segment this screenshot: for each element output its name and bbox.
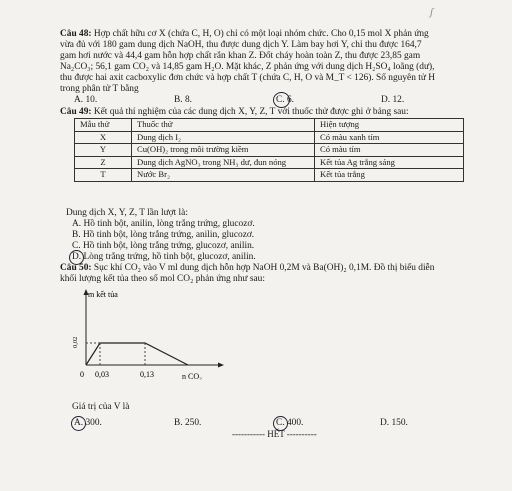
table-cell: Cu(OH)₂ trong môi trường kiềm (132, 144, 315, 157)
q49-option-a[interactable]: A. Hồ tinh bột, anilin, lòng trắng trứng, glucozơ. (72, 219, 255, 229)
precipitate-graph (70, 285, 230, 380)
q49-table (74, 118, 464, 182)
q48-line-4: Na₂CO₃; 56,1 gam CO₂ và 14,85 gam H₂O. Mặt khác, Z phản ứng với dung dịch H₂SO₄ loãng (dư), (60, 62, 435, 72)
q48-option-c[interactable]: C. 6. (276, 95, 294, 105)
table-row (75, 169, 464, 182)
x-axis-arrow (218, 363, 224, 368)
table-cell: T (75, 169, 132, 182)
q48-option-d[interactable]: D. 12. (381, 95, 405, 105)
x-tick-label: 0,03 (95, 370, 109, 379)
table-header-row (75, 119, 464, 132)
x-tick-label: 0,13 (140, 370, 154, 379)
q48-line-2: vừa đủ với 180 gam dung dịch NaOH, thu được dung dịch Y. Làm bay hơi Y, chỉ thu được 164,7 (60, 40, 422, 50)
precipitate-curve (86, 343, 188, 365)
table-row (75, 156, 464, 169)
end-marker: ----------- HẾT ---------- (232, 429, 317, 439)
q50-option-d[interactable]: D. 150. (380, 418, 408, 428)
x-axis-label: n CO₂ (182, 372, 202, 380)
q50-option-c[interactable]: C. 400. (276, 418, 304, 428)
q48-line-3: gam hơi nước và 44,4 gam hỗn hợp chất rắn khan Z. Đốt cháy hoàn toàn Z, thu được 23,85 gam (60, 51, 421, 61)
table-cell: X (75, 131, 132, 144)
y-axis-label: m kết tủa (88, 290, 118, 299)
table-header-sample: Mẫu thử (75, 119, 132, 132)
q50-line-1: Câu 50: Sục khí CO₂ vào V ml dung dịch hỗn hợp NaOH 0,2M và Ba(OH)₂ 0,1M. Đồ thị biểu diễn (60, 263, 435, 273)
origin-label: 0 (80, 370, 84, 379)
table-cell: Kết tủa Ag trắng sáng (315, 156, 464, 169)
table-cell: Có màu xanh tím (315, 131, 464, 144)
q48-line-5: thu được hai axit cacboxylic đơn chức và hợp chất T (chứa C, H, O và M_T < 126). Số nguyên tử H (60, 73, 436, 83)
table-cell: Nước Br₂ (132, 169, 315, 182)
q50-line-2: khối lượng kết tủa theo số mol CO₂ phản ứng như sau: (60, 274, 265, 284)
q50-option-b[interactable]: B. 250. (174, 418, 202, 428)
table-row (75, 131, 464, 144)
table-row (75, 144, 464, 157)
q49-intro: Câu 49: Kết quả thí nghiệm của các dung dịch X, Y, Z, T với thuốc thử được ghi ở bảng sau: (60, 107, 409, 117)
q48-option-b[interactable]: B. 8. (174, 95, 192, 105)
table-cell: Có màu tím (315, 144, 464, 157)
table-header-phenomenon: Hiện tượng (315, 119, 464, 132)
table-cell: Kết tủa trắng (315, 169, 464, 182)
table-header-reagent: Thuốc thử (132, 119, 315, 132)
q48-label: Câu 48: (60, 29, 92, 39)
q49-option-b[interactable]: B. Hồ tinh bột, lòng trắng trứng, anilin, glucozơ. (72, 230, 255, 240)
q48-option-a[interactable]: A. 10. (74, 95, 98, 105)
answer-circle (273, 92, 290, 108)
q48-line-6: trong phân tử T bằng (60, 84, 139, 94)
pen-mark: ʃ (430, 6, 434, 18)
answer-circle (71, 416, 86, 431)
y-tick-label: 0,02 (72, 336, 79, 348)
table-cell: Y (75, 144, 132, 157)
q49-prompt: Dung dịch X, Y, Z, T lần lượt là: (66, 208, 188, 218)
table-cell: Z (75, 156, 132, 169)
q48-line-1: Câu 48: Hợp chất hữu cơ X (chứa C, H, O) chỉ có một loại nhóm chức. Cho 0,15 mol X phản ứng (60, 29, 429, 39)
q50-prompt: Giá trị của V là (72, 402, 130, 412)
q50-option-a[interactable]: A. 300. (74, 418, 102, 428)
q49-option-d[interactable]: D. Lòng trắng trứng, hồ tinh bột, glucozơ, anilin. (72, 252, 256, 262)
table-cell: Dung dịch AgNO₃ trong NH₃ dư, đun nóng (132, 156, 315, 169)
q49-option-c[interactable]: C. Hồ tinh bột, lòng trắng trứng, glucozơ, anilin. (72, 241, 255, 251)
table-cell: Dung dịch I₂ (132, 131, 315, 144)
